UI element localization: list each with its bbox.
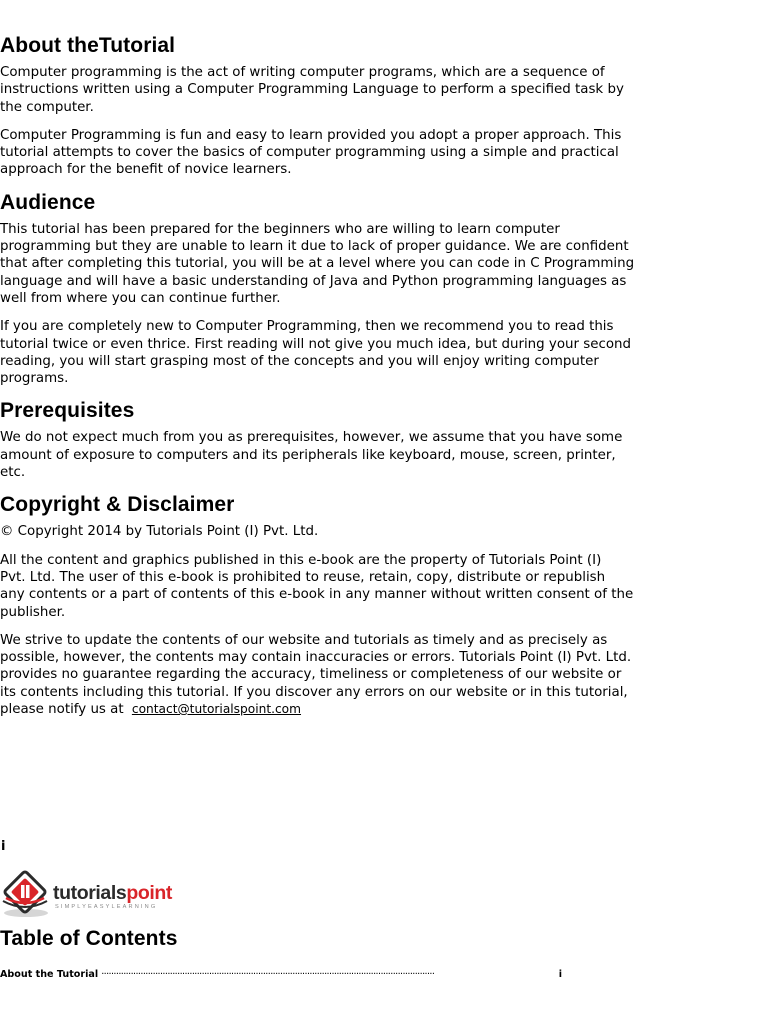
- logo-brand-part2: point: [126, 882, 172, 904]
- page-number: i: [1, 839, 6, 854]
- paragraph: All the content and graphics published in this e-book are the property of Tutorials Point (I) Pvt. Ltd. The user of this e-book is prohibited to reuse, retain, copy, distribute or republish any contents or a part of contents of this e-book in any manner without written consent of the publisher.: [0, 552, 634, 620]
- section-copyright: [0, 492, 690, 718]
- paragraph: Computer Programming is fun and easy to learn provided you adopt a proper approach. This tutorial attempts to cover the basics of computer programming using a simple and practical approach for the benefit of novice learners.: [0, 127, 622, 178]
- paragraph-with-email: [0, 632, 690, 718]
- paragraph: We do not expect much from you as prerequisites, however, we assume that you have some amount of exposure to computers and its peripherals like keyboard, mouse, screen, printer, etc.: [0, 430, 623, 481]
- toc-entry[interactable]: [0, 969, 562, 980]
- toc-entry-label: About the Tutorial: [0, 969, 99, 980]
- toc-title: Table of Contents: [0, 927, 178, 950]
- logo-brand-part1: tutorials: [53, 882, 127, 904]
- copyright-line: © Copyright 2014 by Tutorials Point (I) Pvt. Ltd.: [0, 524, 319, 540]
- svg-text:tutorialspoint: [53, 882, 173, 904]
- paragraph-text: We strive to update the contents of our website and tutorials as timely and as precisely as possible, however, the contents may contain inaccuracies or errors. Tutorials Point (I) Pvt. Ltd. provides no guarantee regarding the accuracy, timeliness or completeness of our website or its contents including this tutorial. If you discover any errors on our website or in this tutorial, please notify us at: [0, 632, 632, 718]
- section-heading: Prerequisites: [0, 399, 135, 423]
- section-heading: Copyright & Disclaimer: [0, 493, 235, 517]
- logo-tagline: SIMPLYEASYLEARNING: [55, 904, 158, 910]
- page-content: [0, 33, 690, 729]
- paragraph: Computer programming is the act of writing computer programs, which are a sequence of instructions written using a Computer Programming Language to perform a specified task by the computer.: [0, 65, 624, 115]
- section-about: [0, 33, 690, 179]
- email-link[interactable]: contact@tutorialspoint.com: [131, 702, 302, 717]
- paragraph: If you are completely new to Computer Programming, then we recommend you to read this tutorial twice or even thrice. First reading will not give you much idea, but during your second reading, you will start grasping most of the concepts and you will enjoy writing computer programs.: [0, 319, 632, 387]
- tutorialspoint-logo: [0, 868, 190, 920]
- section-audience: [0, 190, 690, 388]
- logo-emblem-icon: [3, 871, 48, 917]
- section-heading: About theTutorial: [0, 34, 176, 57]
- toc-entry-page: i: [558, 969, 562, 980]
- logo-graphic: [0, 868, 190, 920]
- paragraph: This tutorial has been prepared for the beginners who are willing to learn computer programming but they are unable to learn it due to lack of proper guidance. We are confident that after completing this tutorial, you will be at a level where you can code in C Programming language and will have a basic understanding of Java and Python programming languages as well from where you can continue further.: [0, 221, 635, 306]
- section-heading: Audience: [0, 190, 96, 214]
- toc-dot-leader: [101, 969, 558, 980]
- section-prerequisites: [0, 398, 690, 481]
